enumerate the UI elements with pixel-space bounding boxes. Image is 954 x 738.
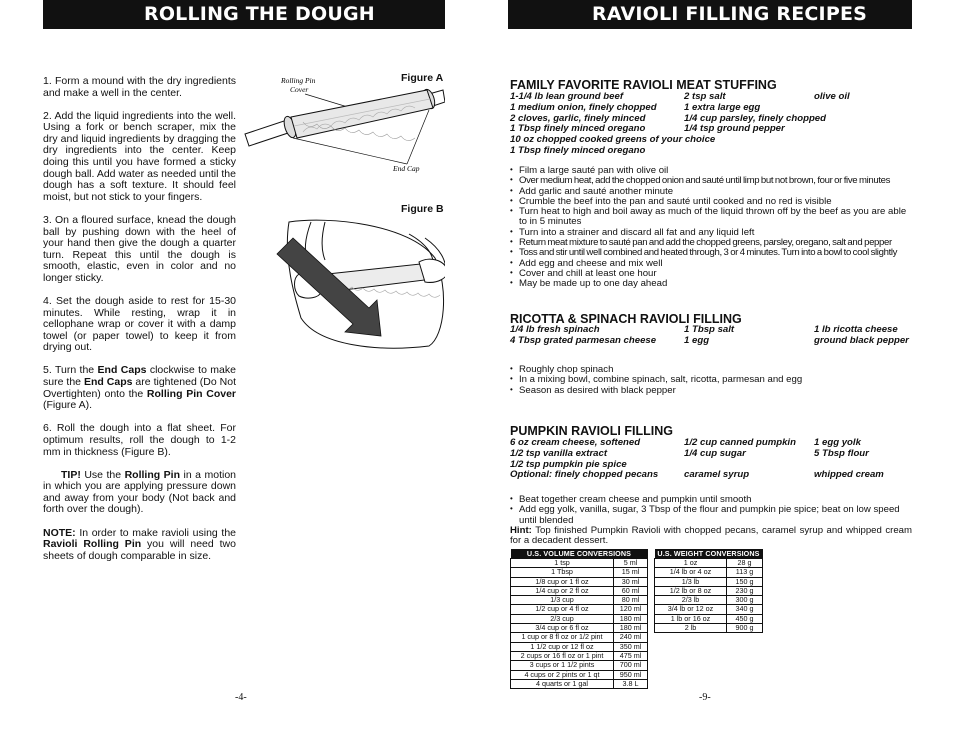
ingredient-row: 10 oz chopped cooked greens of your choice — [510, 134, 716, 146]
pumpkin-hint: Hint: Top finished Pumpkin Ravioli with chopped pecans, caramel syrup and whipped cream for a decadent dessert. — [510, 525, 912, 547]
list-item: • Over medium heat, add the chopped onion and sauté until limp but not brown, four or five minutes — [510, 176, 912, 186]
figure-a-rolling-pin-illustration — [243, 74, 445, 194]
callout-cover-line1: Rolling Pin — [281, 76, 316, 85]
conversion-us-cell: 4 quarts or 1 gal — [511, 679, 614, 688]
ingredient-row: 1 medium onion, finely chopped 1 extra large egg — [510, 101, 761, 113]
ingredient-row: 1 Tbsp finely minced oregano — [510, 144, 646, 156]
conversion-us-cell: 1 Tbsp — [511, 568, 614, 577]
conversion-metric-cell: 475 ml — [614, 651, 648, 660]
conversion-metric-cell: 30 ml — [614, 577, 648, 586]
weight-conversions-table — [654, 549, 763, 633]
conversion-us-cell: 1 oz — [655, 559, 727, 568]
table-row — [511, 661, 648, 670]
step-3: 3. On a floured surface, knead the dough ball by pushing down with the heel of your hand then give the dough a quarter turn. Repeat this until the dough is smooth, elastic, even in color and no longer sticky. — [43, 213, 236, 284]
table-row — [511, 679, 648, 688]
conversion-us-cell: 1 lb or 16 oz — [655, 614, 727, 623]
conversion-metric-cell: 120 ml — [614, 605, 648, 614]
table-row — [511, 670, 648, 679]
list-item: • Roughly chop spinach — [510, 365, 912, 375]
conversion-us-cell: 3/4 lb or 12 oz — [655, 605, 727, 614]
list-item: • Turn heat to high and boil away as much of the liquid thrown off by the beef as you are able to in 5 minutes — [510, 207, 912, 228]
list-item: • Season as desired with black pepper — [510, 386, 912, 396]
meat-steps — [510, 166, 912, 290]
conversion-us-cell: 1/4 cup or 2 fl oz — [511, 586, 614, 595]
list-item: • Beat together cream cheese and pumpkin until smooth — [510, 495, 912, 505]
ingredient-row: 1/4 lb fresh spinach 1 Tbsp salt 1 lb ricotta cheese — [510, 324, 898, 335]
conversion-us-cell: 1/3 cup — [511, 596, 614, 605]
page-title-rolling-the-dough: ROLLING THE DOUGH — [43, 0, 445, 29]
ingredient-row: 1-1/4 lb lean ground beef 2 tsp salt olive oil — [510, 91, 850, 102]
step-6: 6. Roll the dough into a flat sheet. For optimum results, roll the dough to 1-2 mm in thickness (Figure B). — [43, 422, 236, 458]
conversion-metric-cell: 5 ml — [614, 559, 648, 568]
table-row — [655, 568, 763, 577]
conversion-metric-cell: 230 g — [727, 586, 763, 595]
pumpkin-steps — [510, 495, 912, 526]
list-item: • Add egg and cheese and mix well — [510, 259, 912, 269]
conversion-metric-cell: 450 g — [727, 614, 763, 623]
conversion-metric-cell: 350 ml — [614, 642, 648, 651]
conversion-metric-cell: 113 g — [727, 568, 763, 577]
ingredient-row: 1/2 tsp pumpkin pie spice — [510, 458, 627, 470]
weight-conversions-title: U.S. WEIGHT CONVERSIONS — [655, 549, 763, 559]
volume-conversions-title: U.S. VOLUME CONVERSIONS — [511, 549, 648, 559]
conversion-us-cell: 2/3 lb — [655, 596, 727, 605]
callout-endcap: End Cap — [393, 164, 420, 173]
table-row — [655, 624, 763, 633]
conversion-us-cell: 2 lb — [655, 624, 727, 633]
conversion-metric-cell: 700 ml — [614, 661, 648, 670]
conversion-metric-cell: 28 g — [727, 559, 763, 568]
ingredient-row: 4 Tbsp grated parmesan cheese 1 egg ground black pepper — [510, 334, 909, 346]
ingredient-row: Optional: finely chopped pecans caramel syrup whipped cream — [510, 469, 884, 481]
conversion-us-cell: 1/2 lb or 8 oz — [655, 586, 727, 595]
conversion-us-cell: 3/4 cup or 6 fl oz — [511, 624, 614, 633]
conversion-metric-cell: 180 ml — [614, 624, 648, 633]
conversion-us-cell: 2 cups or 16 fl oz or 1 pint — [511, 651, 614, 660]
list-item: • Toss and stir until well combined and heated through, 3 or 4 minutes. Turn into a bowl to cool slightly — [510, 248, 912, 258]
list-item: • Add egg yolk, vanilla, sugar, 3 Tbsp of the flour and pumpkin pie spice; beat on low speed until blended — [510, 505, 912, 526]
page-number: -9- — [699, 692, 711, 703]
rolling-steps — [43, 76, 236, 574]
meat-stuffing-title: FAMILY FAVORITE RAVIOLI MEAT STUFFING — [510, 78, 777, 92]
conversion-us-cell: 3 cups or 1 1/2 pints — [511, 661, 614, 670]
conversion-metric-cell: 3.8 L — [614, 679, 648, 688]
step-1: 1. Form a mound with the dry ingredients and make a well in the center. — [43, 75, 236, 99]
conversion-metric-cell: 180 ml — [614, 614, 648, 623]
list-item: • Cover and chill at least one hour — [510, 269, 912, 279]
table-row — [511, 633, 648, 642]
ingredient-row: 2 cloves, garlic, finely minced 1/4 cup parsley, finely chopped — [510, 112, 826, 124]
page-number: -4- — [235, 692, 247, 703]
pumpkin-filling-title: PUMPKIN RAVIOLI FILLING — [510, 424, 673, 438]
conversion-metric-cell: 300 g — [727, 596, 763, 605]
conversion-metric-cell: 240 ml — [614, 633, 648, 642]
ricotta-ingredients — [510, 325, 914, 347]
list-item: • Add garlic and sauté another minute — [510, 187, 912, 197]
pumpkin-ingredients — [510, 438, 914, 481]
conversion-us-cell: 1/8 cup or 1 fl oz — [511, 577, 614, 586]
conversion-us-cell: 1 tsp — [511, 559, 614, 568]
ingredient-row: 1 Tbsp finely minced oregano 1/4 tsp ground pepper — [510, 123, 785, 135]
ingredient-row: 1/2 tsp vanilla extract 1/4 cup sugar 5 Tbsp flour — [510, 447, 869, 459]
step-4: 4. Set the dough aside to rest for 15-30 minutes. While resting, wrap it in cellophane wrap or cover it with a damp towel (or paper towel) to keep it from drying out. — [43, 295, 236, 354]
step-2: 2. Add the liquid ingredients into the well. Using a fork or bench scraper, mix the dry and liquid ingredients by dragging the dry ingredients into the center. Keep doing this until you have formed a sticky dough ball. Add water as needed until the dough has a soft texture. It should feel moist, but not stick to your fingers. — [43, 109, 236, 203]
meat-ingredients — [510, 92, 914, 157]
table-row — [655, 577, 763, 586]
conversion-us-cell: 1 cup or 8 fl oz or 1/2 pint — [511, 633, 614, 642]
conversion-metric-cell: 80 ml — [614, 596, 648, 605]
step-5: 5. Turn the End Caps clockwise to make sure the End Caps are tightened (Do Not Overtighten) onto the Rolling Pin Cover (Figure A). — [43, 364, 236, 412]
conversion-metric-cell: 340 g — [727, 605, 763, 614]
figure-b-label: Figure B — [401, 203, 444, 215]
table-row — [511, 568, 648, 577]
conversion-metric-cell: 15 ml — [614, 568, 648, 577]
volume-conversions-table — [510, 549, 648, 689]
conversion-us-cell: 1/4 lb or 4 oz — [655, 568, 727, 577]
list-item: • In a mixing bowl, combine spinach, salt, ricotta, parmesan and egg — [510, 375, 912, 385]
list-item: • May be made up to one day ahead — [510, 279, 912, 289]
list-item: • Return meat mixture to sauté pan and add the chopped greens, parsley, oregano, salt and pepper — [510, 238, 912, 248]
list-item: • Film a large sauté pan with olive oil — [510, 166, 912, 176]
conversion-metric-cell: 60 ml — [614, 586, 648, 595]
left-page — [43, 0, 445, 738]
list-item: • Turn into a strainer and discard all fat and any liquid left — [510, 228, 912, 238]
note: NOTE: In order to make ravioli using the Ravioli Rolling Pin you will need two sheets of dough comparable in size. — [43, 526, 236, 562]
conversion-us-cell: 1/2 cup or 4 fl oz — [511, 605, 614, 614]
conversion-us-cell: 2/3 cup — [511, 614, 614, 623]
conversion-us-cell: 4 cups or 2 pints or 1 qt — [511, 670, 614, 679]
conversion-us-cell: 1 1/2 cup or 12 fl oz — [511, 642, 614, 651]
table-row — [511, 605, 648, 614]
table-row — [511, 577, 648, 586]
conversion-metric-cell: 950 ml — [614, 670, 648, 679]
conversion-metric-cell: 150 g — [727, 577, 763, 586]
conversion-metric-cell: 900 g — [727, 624, 763, 633]
ingredient-row: 6 oz cream cheese, softened 1/2 cup canned pumpkin 1 egg yolk — [510, 437, 861, 448]
page-title-ravioli-filling-recipes: RAVIOLI FILLING RECIPES — [508, 0, 912, 29]
ricotta-filling-title: RICOTTA & SPINACH RAVIOLI FILLING — [510, 312, 742, 326]
ricotta-steps — [510, 365, 912, 396]
tip: TIP! Use the Rolling Pin in a motion in which you are applying pressure down and away from your body (Not back and forth over the dough). — [43, 468, 237, 516]
conversion-us-cell: 1/3 lb — [655, 577, 727, 586]
table-row — [655, 605, 763, 614]
right-page — [508, 0, 912, 738]
figure-a-label: Figure A — [401, 72, 444, 84]
figure-b-rolling-dough-illustration — [259, 218, 445, 350]
callout-cover-line2: Cover — [290, 85, 309, 94]
list-item: • Crumble the beef into the pan and sauté until cooked and no red is visible — [510, 197, 912, 207]
